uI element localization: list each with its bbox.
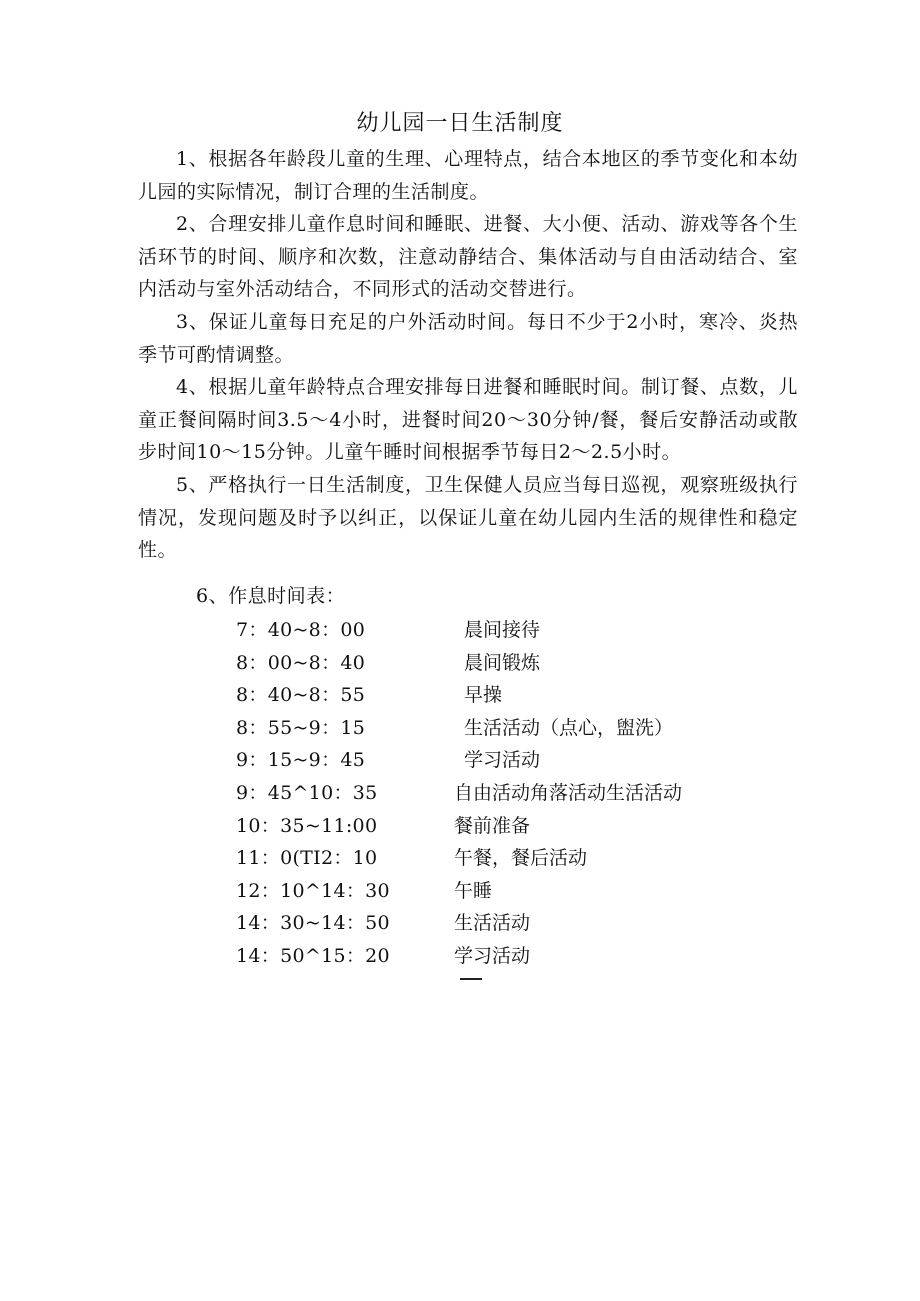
schedule-heading: 6、作息时间表：: [196, 585, 346, 607]
schedule-time: 8：00~8：40: [236, 651, 366, 674]
schedule-time: 10：35~11:00: [236, 814, 378, 837]
schedule-activity: 午睡: [454, 879, 493, 902]
schedule-time: 14：30~14：50: [236, 912, 390, 935]
paragraph-3: 3、保证儿童每日充足的户外活动时间。每日不少于2小时，寒冷、炎热季节可酌情调整。: [138, 310, 798, 366]
page-title: 幼儿园一日生活制度: [356, 111, 564, 136]
schedule-activity: 餐前准备: [454, 814, 531, 837]
schedule-activity: 学习活动: [464, 749, 541, 772]
schedule-time: 9：45^10：35: [236, 781, 378, 804]
schedule-time: 8：40~8：55: [236, 684, 366, 707]
document-body: [138, 143, 798, 567]
schedule-row: [236, 907, 756, 940]
schedule-row: [236, 647, 756, 680]
schedule-row: [236, 875, 756, 908]
schedule-time: 12：10^14：30: [236, 879, 390, 902]
schedule-time: 9：15~9：45: [236, 749, 366, 772]
paragraph-4: 4、根据儿童年龄特点合理安排每日进餐和睡眠时间。制订餐、点数，儿童正餐间隔时间3.5～4小时，进餐时间20～30分钟/餐，餐后安静活动或散步时间10～15分钟。儿童午睡时间根据季节每日2～2.5小时。: [138, 376, 798, 464]
schedule-time: 14：50^15：20: [236, 944, 390, 967]
schedule-activity: 学习活动: [454, 944, 531, 967]
schedule-row: [236, 940, 756, 973]
schedule-row: [236, 679, 756, 712]
schedule-activity: 晨间锻炼: [464, 651, 541, 674]
schedule-activity: 晨间接待: [464, 619, 541, 641]
schedule-row: [236, 810, 756, 843]
schedule-activity: 生活活动: [454, 912, 531, 935]
schedule-row: [236, 712, 756, 745]
schedule-row: [236, 744, 756, 777]
paragraph-1: 1、根据各年龄段儿童的生理、心理特点，结合本地区的季节变化和本幼儿园的实际情况，制订合理的生活制度。: [138, 148, 798, 203]
schedule-table: [236, 614, 756, 973]
schedule-activity: 午餐，餐后活动: [454, 847, 588, 870]
schedule-row: [236, 842, 756, 875]
paragraph-2: 2、合理安排儿童作息时间和睡眠、进餐、大小便、活动、游戏等各个生活环节的时间、顺序和次数，注意动静结合、集体活动与自由活动结合、室内活动与室外活动结合，不同形式的活动交替进行。: [138, 213, 798, 301]
schedule-time: 8：55~9：15: [236, 716, 366, 739]
paragraph-5: 5、严格执行一日生活制度，卫生保健人员应当每日巡视，观察班级执行情况，发现问题及时予以纠正，以保证儿童在幼儿园内生活的规律性和稳定性。: [138, 473, 798, 562]
schedule-activity: 生活活动（点心，盥洗）: [464, 716, 674, 739]
schedule-activity: 自由活动角落活动生活活动: [454, 781, 683, 804]
schedule-time: 7：40~8：00: [236, 619, 366, 641]
truncated-text-fragment: [458, 974, 486, 982]
schedule-row: [236, 777, 756, 810]
schedule-time: 11：0(TI2：10: [236, 847, 378, 870]
schedule-row: [236, 614, 756, 647]
schedule-activity: 早操: [464, 684, 503, 707]
